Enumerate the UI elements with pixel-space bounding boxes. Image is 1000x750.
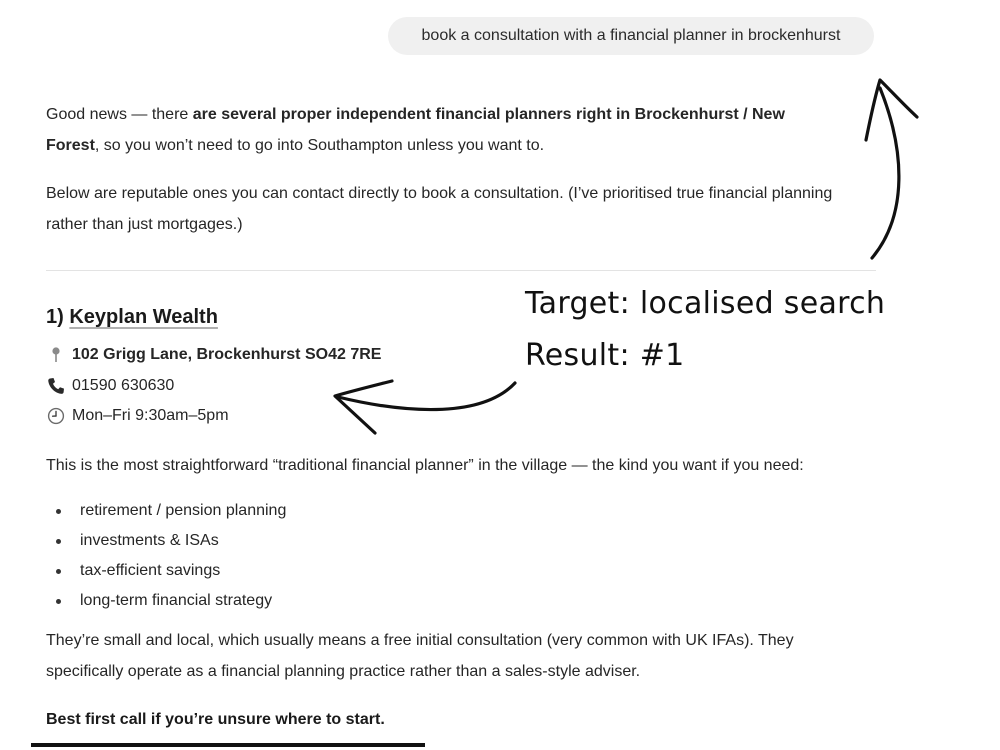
- intro-bold-forest: Forest: [46, 137, 95, 154]
- result-note: They’re small and local, which usually means a free initial consultation (very common with UK IFAs). They specifically operate as a financial planning practice rather than a sales-style adviser.: [46, 632, 794, 680]
- recommendation-text: Best first call if you’re unsure where to start.: [46, 711, 385, 728]
- arrow-to-query: [872, 88, 899, 258]
- list-item: retirement / pension planning: [46, 496, 286, 526]
- intro-bold-text: are several proper independent financial planners right in Brockenhurst / New: [192, 106, 785, 123]
- result-description: This is the most straightforward “traditional financial planner” in the village — the kind you want if you need:: [46, 457, 804, 474]
- list-item: investments & ISAs: [46, 526, 286, 556]
- list-item: long-term financial strategy: [46, 586, 286, 616]
- arrow-to-query-head: [866, 80, 917, 140]
- result-name-link[interactable]: Keyplan Wealth: [69, 306, 218, 328]
- intro-text-end: , so you won’t need to go into Southampton unless you want to.: [94, 137, 545, 154]
- address-text: 102 Grigg Lane, Brockenhurst SO42 7RE: [72, 346, 382, 363]
- hours-text: Mon–Fri 9:30am–5pm: [72, 407, 229, 424]
- phone-number[interactable]: 01590 630630: [72, 377, 175, 394]
- list-item: tax-efficient savings: [46, 556, 286, 586]
- intro-text-start: Good news — there: [46, 106, 193, 123]
- annotation-target: Target: localised search: [525, 286, 886, 321]
- intro-paragraph-2: Below are reputable ones you can contact directly to book a consultation. (I’ve prioritised true financial planning rather than just mortgages.): [46, 185, 833, 233]
- user-query-text: book a consultation with a financial planner in brockenhurst: [421, 27, 841, 44]
- annotation-result: Result: #1: [525, 338, 685, 373]
- result-number: 1): [46, 306, 64, 328]
